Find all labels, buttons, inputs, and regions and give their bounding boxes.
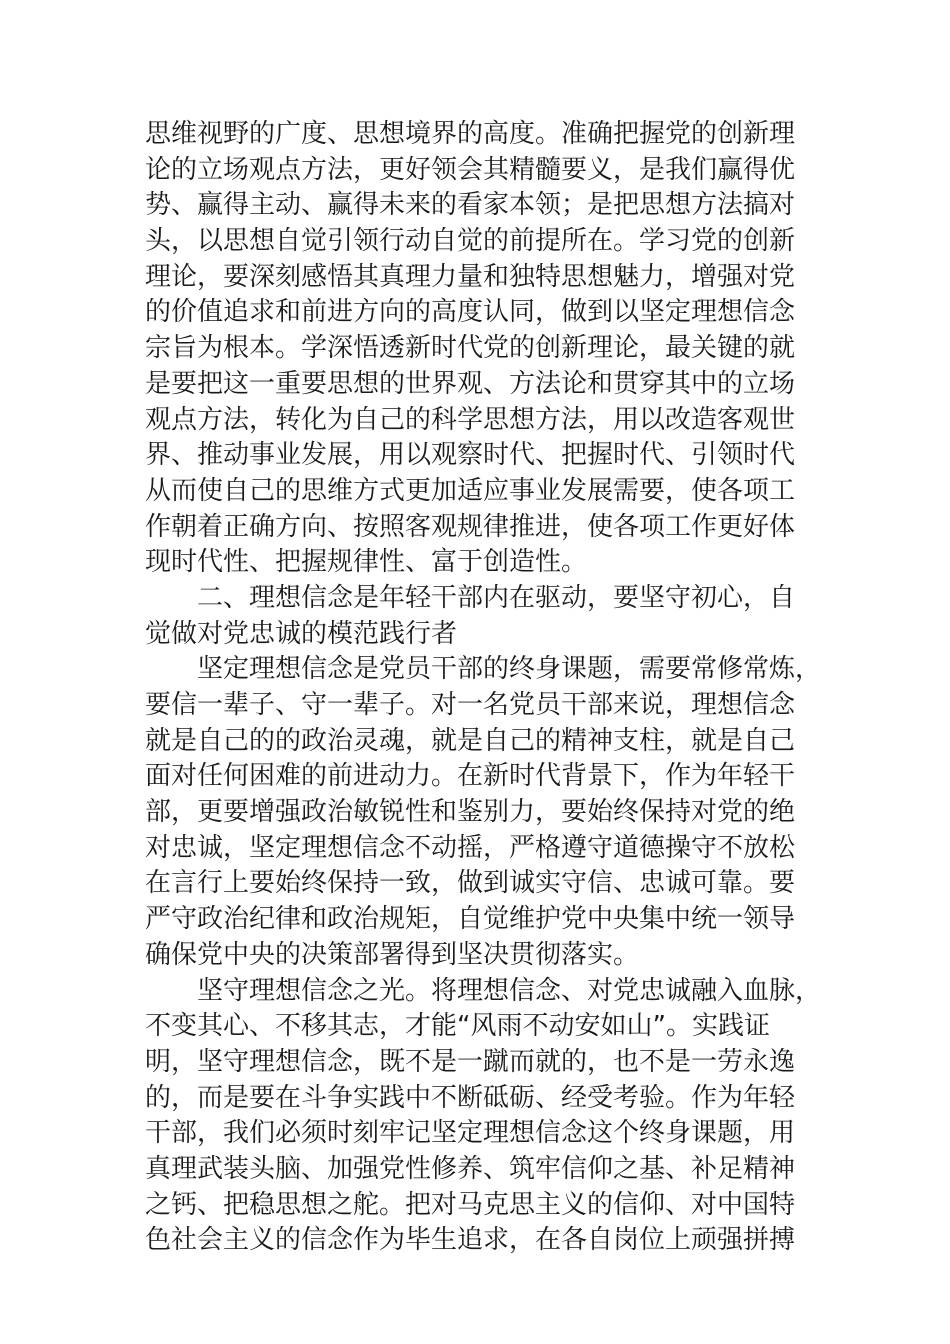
paragraph-line: 宗旨为根本。学深悟透新时代党的创新理论，最关键的就 <box>145 333 796 364</box>
paragraph-line: 作朝着正确方向、按照客观规律推进，使各项工作更好体 <box>145 511 796 542</box>
paragraph-line: 干部，我们必须时刻牢记坚定理想信念这个终身课题，用 <box>145 1118 796 1149</box>
section-heading-line: 二、理想信念是年轻干部内在驱动，要坚守初心，自 <box>197 582 796 613</box>
paragraph-line: 严守政治纪律和政治规矩，自觉维护党中央集中统一领导 <box>145 904 796 935</box>
paragraph-line: 思维视野的广度、思想境界的高度。准确把握党的创新理 <box>145 119 796 149</box>
paragraph-line: 面对任何困难的前进动力。在新时代背景下，作为年轻干 <box>145 761 796 792</box>
paragraph-line: 在言行上要始终保持一致，做到诚实守信、忠诚可靠。要 <box>145 868 796 899</box>
paragraph-line: 论的立场观点方法，更好领会其精髓要义，是我们赢得优 <box>145 154 796 185</box>
paragraph-line: 之钙、把稳思想之舵。把对马克思主义的信仰、对中国特 <box>145 1189 796 1220</box>
paragraph-line: 理论，要深刻感悟其真理力量和独特思想魅力，增强对党 <box>145 261 796 292</box>
paragraph-line: 势、赢得主动、赢得未来的看家本领；是把思想方法搞对 <box>145 190 796 221</box>
paragraph-line: 要信一辈子、守一辈子。对一名党员干部来说，理想信念 <box>145 690 796 720</box>
paragraph-line: 观点方法，转化为自己的科学思想方法，用以改造客观世 <box>145 404 796 435</box>
paragraph-line: 头，以思想自觉引领行动自觉的前提所在。学习党的创新 <box>145 226 796 257</box>
paragraph-line: 确保党中央的决策部署得到坚决贯彻落实。 <box>145 939 640 970</box>
paragraph-line: 界、推动事业发展，用以观察时代、把握时代、引领时代 <box>145 440 796 471</box>
paragraph-line: 明，坚守理想信念，既不是一蹴而就的，也不是一劳永逸 <box>145 1046 796 1077</box>
paragraph-line: 从而使自己的思维方式更加适应事业发展需要，使各项工 <box>145 475 796 506</box>
document-body <box>145 117 822 1259</box>
paragraph-line: 就是自己的的政治灵魂，就是自己的精神支柱，就是自己 <box>145 725 796 756</box>
paragraph-line: 是要把这一重要思想的世界观、方法论和贯穿其中的立场 <box>145 368 796 399</box>
paragraph-line: 的价值追求和前进方向的高度认同，做到以坚定理想信念 <box>145 297 796 328</box>
section-heading-line: 觉做对党忠诚的模范践行者 <box>145 618 458 649</box>
paragraph-line: 色社会主义的信念作为毕生追求，在各自岗位上顽强拼搏 <box>145 1225 796 1256</box>
paragraph-line: 坚守理想信念之光。将理想信念、对党忠诚融入血脉， <box>197 975 822 1006</box>
paragraph-line: 真理武装头脑、加强党性修养、筑牢信仰之基、补足精神 <box>145 1153 796 1184</box>
paragraph-line: 现时代性、把握规律性、富于创造性。 <box>145 547 588 578</box>
paragraph-line: 部，更要增强政治敏锐性和鉴别力，要始终保持对党的绝 <box>145 797 796 828</box>
paragraph-line: 坚定理想信念是党员干部的终身课题，需要常修常炼， <box>197 654 822 685</box>
paragraph-line: 不变其心、不移其志，才能“风雨不动安如山”。实践证 <box>145 1011 770 1042</box>
paragraph-line: 的，而是要在斗争实践中不断砥砺、经受考验。作为年轻 <box>145 1082 796 1113</box>
paragraph-line: 对忠诚，坚定理想信念不动摇，严格遵守道德操守不放松 <box>145 832 796 863</box>
